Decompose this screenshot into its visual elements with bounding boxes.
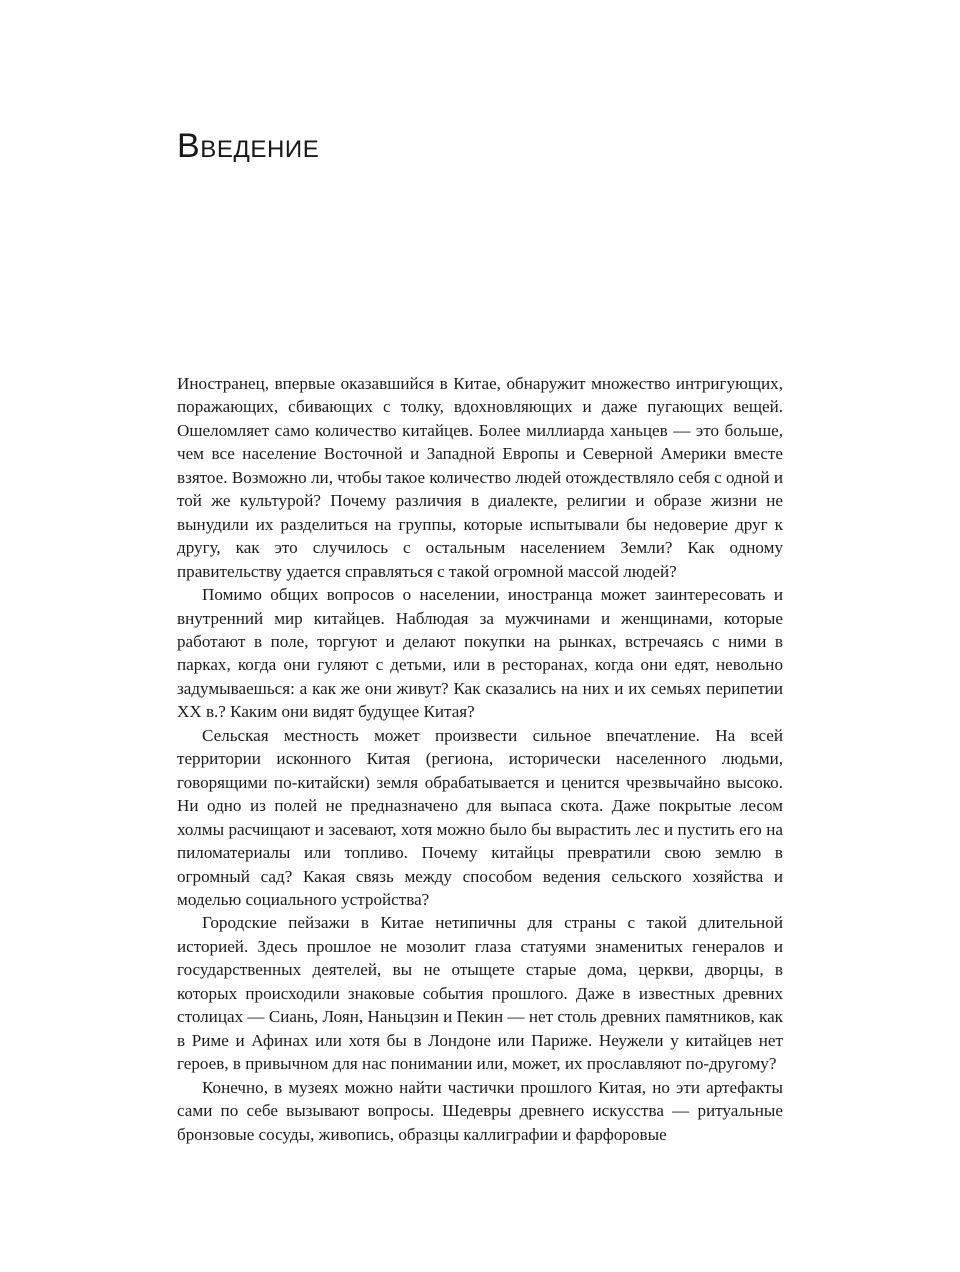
body-text-column: [177, 372, 783, 1146]
paragraph: Помимо общих вопросов о населении, иностранца может заинтересовать и внутренний мир китайцев. Наблюдая за мужчинами и женщинами, которые работают в поле, торгуют и делают покупки на рынках, встречаясь с ними в парках, когда они гуляют с детьми, или в ресторанах, когда они едят, невольно задумываешься: а как же они живут? Как сказались на них и их семьях перипетии XX в.? Каким они видят будущее Китая?: [177, 585, 783, 722]
paragraph: Иностранец, впервые оказавшийся в Китае, обнаружит множество интригующих, поражающих, сбивающих с толку, вдохновляющих и даже пугающих вещей. Ошеломляет само количество китайцев. Более миллиарда ханьцев — это больше, чем все население Восточной и Западной Европы и Северной Америки вместе взятое. Возможно ли, чтобы такое количество людей отождествляло себя с одной и той же культурой? Почему различия в диалекте, религии и образе жизни не вынудили их разделиться на группы, которые испытывали бы недоверие друг к другу, как это случилось с остальным населением Земли? Как одному правительству удается справляться с такой огромной массой людей?: [177, 374, 783, 581]
paragraph: Городские пейзажи в Китае нетипичны для страны с такой длительной историей. Здесь прошлое не мозолит глаза статуями знаменитых генералов и государственных деятелей, вы не отыщете старые дома, церкви, дворцы, в которых происходили знаковые события прошлого. Даже в известных древних столицах — Сиань, Лоян, Наньцзин и Пекин — нет столь древних памятников, как в Риме и Афинах или хотя бы в Лондоне или Париже. Неужели у китайцев нет героев, в привычном для нас понимании или, может, их прославляют по-другому?: [177, 913, 783, 1074]
page-title: Введение: [177, 127, 320, 165]
paragraph: Конечно, в музеях можно найти частички прошлого Китая, но эти артефакты сами по себе вызывают вопросы. Шедевры древнего искусства — ритуальные бронзовые сосуды, живопись, образцы каллиграфии и фарфоровые: [177, 1077, 783, 1144]
paragraph: Сельская местность может произвести сильное впечатление. На всей территории исконного Китая (региона, исторически населенного людьми, говорящими по-китайски) земля обрабатывается и ценится чрезвычайно высоко. Ни одно из полей не предназначено для выпаса скота. Даже покрытые лесом холмы расчищают и засевают, хотя можно было бы вырастить лес и пустить его на пиломатериалы или топливо. Почему китайцы превратили свою землю в огромный сад? Какая связь между способом ведения сельского хозяйства и моделью социального устройства?: [177, 725, 783, 909]
